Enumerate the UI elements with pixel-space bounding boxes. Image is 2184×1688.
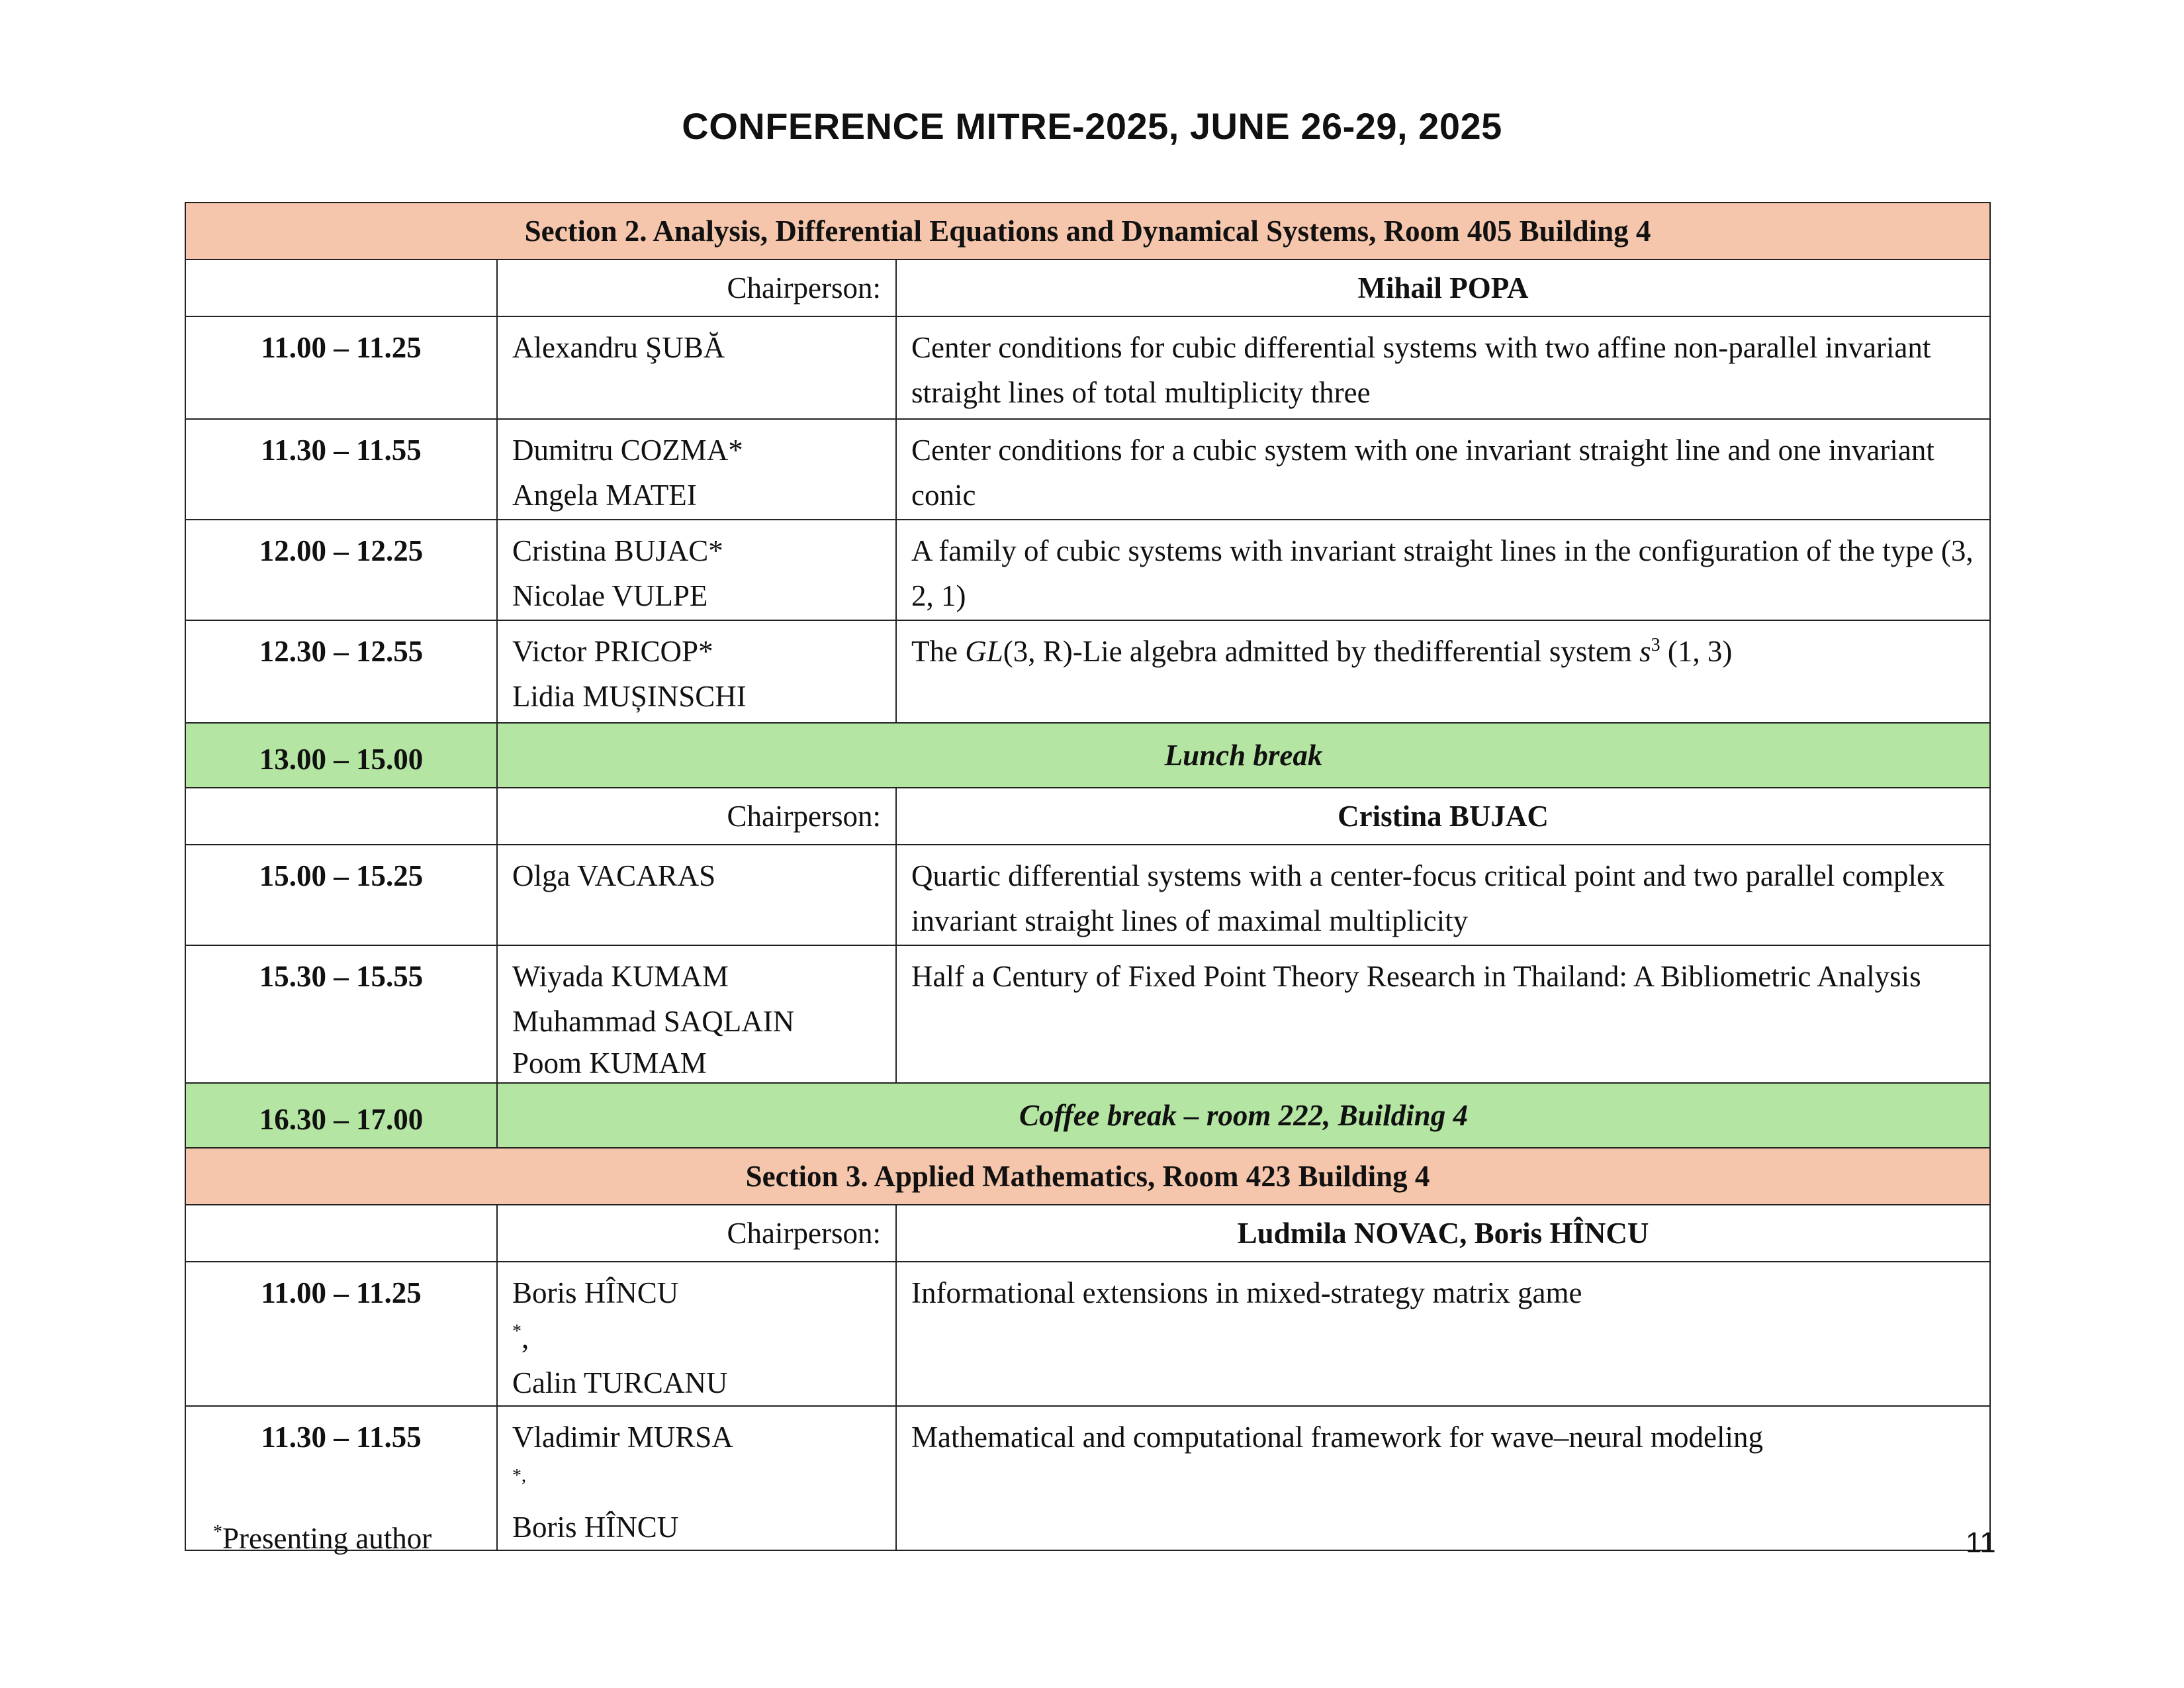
break-label: Coffee break – room 222, Building 4 — [497, 1083, 1990, 1148]
chairperson-label: Chairperson: — [497, 788, 896, 845]
talk-time: 12.30 – 12.55 — [185, 620, 497, 723]
talk-time: 11.00 – 11.25 — [185, 1262, 497, 1406]
author: Lidia MUȘINSCHI — [512, 680, 747, 713]
talk-authors — [497, 419, 896, 520]
talk-authors — [497, 1262, 896, 1406]
talk-row — [185, 520, 1990, 620]
talk-authors — [497, 1406, 896, 1550]
talk-row — [185, 620, 1990, 723]
title-text: The — [911, 635, 966, 668]
author: Poom KUMAM — [512, 1047, 707, 1080]
presenting-mark: *, — [512, 1466, 526, 1486]
author: Muhammad SAQLAIN — [512, 1005, 795, 1038]
author: Calin TURCANU — [512, 1366, 728, 1399]
talk-title: Center conditions for a cubic system with one invariant straight line and one invariant conic — [896, 419, 1990, 520]
chairperson-name: Ludmila NOVAC, Boris HÎNCU — [896, 1205, 1990, 1262]
footnote-text: Presenting author — [222, 1522, 432, 1555]
talk-authors — [497, 620, 896, 723]
talk-row — [185, 1406, 1990, 1550]
author: Wiyada KUMAM — [512, 960, 729, 993]
chairperson-name: Mihail POPA — [896, 259, 1990, 316]
lunch-break-row — [185, 723, 1990, 788]
talk-row — [185, 945, 1990, 1083]
author: Dumitru COZMA* — [512, 434, 743, 467]
empty-cell — [185, 788, 497, 845]
superscript: 3 — [1651, 635, 1661, 655]
author — [512, 1270, 881, 1360]
presenting-mark: * — [512, 1321, 522, 1342]
empty-cell — [185, 1205, 497, 1262]
talk-time: 15.00 – 15.25 — [185, 845, 497, 945]
talk-row — [185, 1262, 1990, 1406]
talk-authors — [497, 520, 896, 620]
talk-title: Mathematical and computational framework for wave–neural modeling — [896, 1406, 1990, 1550]
chairperson-name: Cristina BUJAC — [896, 788, 1990, 845]
chairperson-row — [185, 259, 1990, 316]
talk-authors — [497, 945, 896, 1083]
author: Boris HÎNCU — [512, 1511, 679, 1544]
page-title: CONFERENCE MITRE-2025, JUNE 26-29, 2025 — [682, 105, 1502, 147]
talk-time: 11.30 – 11.55 — [185, 1406, 497, 1550]
title-text: (3, R)-Lie algebra admitted by thedifferential system — [1003, 635, 1640, 668]
chairperson-row — [185, 788, 1990, 845]
talk-time: 11.00 – 11.25 — [185, 316, 497, 419]
empty-cell — [185, 259, 497, 316]
break-label: Lunch break — [497, 723, 1990, 788]
title-text: (1, 3) — [1660, 635, 1733, 668]
section-3-header: Section 3. Applied Mathematics, Room 423 Building 4 — [185, 1148, 1990, 1205]
author: Alexandru ŞUBĂ — [512, 331, 725, 364]
break-time: 16.30 – 17.00 — [185, 1083, 497, 1148]
author: Angela MATEI — [512, 479, 697, 512]
author — [512, 1415, 881, 1505]
schedule-table — [185, 202, 1991, 1551]
talk-time: 11.30 – 11.55 — [185, 419, 497, 520]
talk-authors — [497, 316, 896, 419]
talk-title: Center conditions for cubic differential systems with two affine non-parallel invariant straight lines of total multiplicity three — [896, 316, 1990, 419]
talk-title — [896, 620, 1990, 723]
author: Olga VACARAS — [512, 859, 716, 892]
coffee-break-row — [185, 1083, 1990, 1148]
author-name: Boris HÎNCU — [512, 1276, 679, 1309]
chairperson-label: Chairperson: — [497, 1205, 896, 1262]
author: Cristina BUJAC* — [512, 534, 723, 567]
talk-time: 15.30 – 15.55 — [185, 945, 497, 1083]
title-math: GL — [965, 635, 1003, 668]
section-2-header: Section 2. Analysis, Differential Equations and Dynamical Systems, Room 405 Building 4 — [185, 203, 1990, 259]
footnote-mark: * — [213, 1522, 222, 1542]
talk-row — [185, 419, 1990, 520]
author-name: Vladimir MURSA — [512, 1421, 733, 1454]
talk-title: Half a Century of Fixed Point Theory Research in Thailand: A Bibliometric Analysis — [896, 945, 1990, 1083]
talk-title: A family of cubic systems with invariant straight lines in the configuration of the type (3, 2, 1) — [896, 520, 1990, 620]
footnote — [213, 1521, 432, 1556]
author-sep: , — [522, 1321, 529, 1354]
talk-title: Informational extensions in mixed-strategy matrix game — [896, 1262, 1990, 1406]
chairperson-label: Chairperson: — [497, 259, 896, 316]
author: Nicolae VULPE — [512, 579, 708, 612]
talk-time: 12.00 – 12.25 — [185, 520, 497, 620]
talk-title: Quartic differential systems with a center-focus critical point and two parallel complex invariant straight lines of maximal multiplicity — [896, 845, 1990, 945]
talk-row — [185, 845, 1990, 945]
section-header-row — [185, 203, 1990, 259]
title-math: s — [1639, 635, 1651, 668]
section-header-row — [185, 1148, 1990, 1205]
author: Victor PRICOP* — [512, 635, 713, 668]
chairperson-row — [185, 1205, 1990, 1262]
talk-row — [185, 316, 1990, 419]
talk-authors — [497, 845, 896, 945]
break-time: 13.00 – 15.00 — [185, 723, 497, 788]
page-number: 11 — [1966, 1526, 1996, 1559]
